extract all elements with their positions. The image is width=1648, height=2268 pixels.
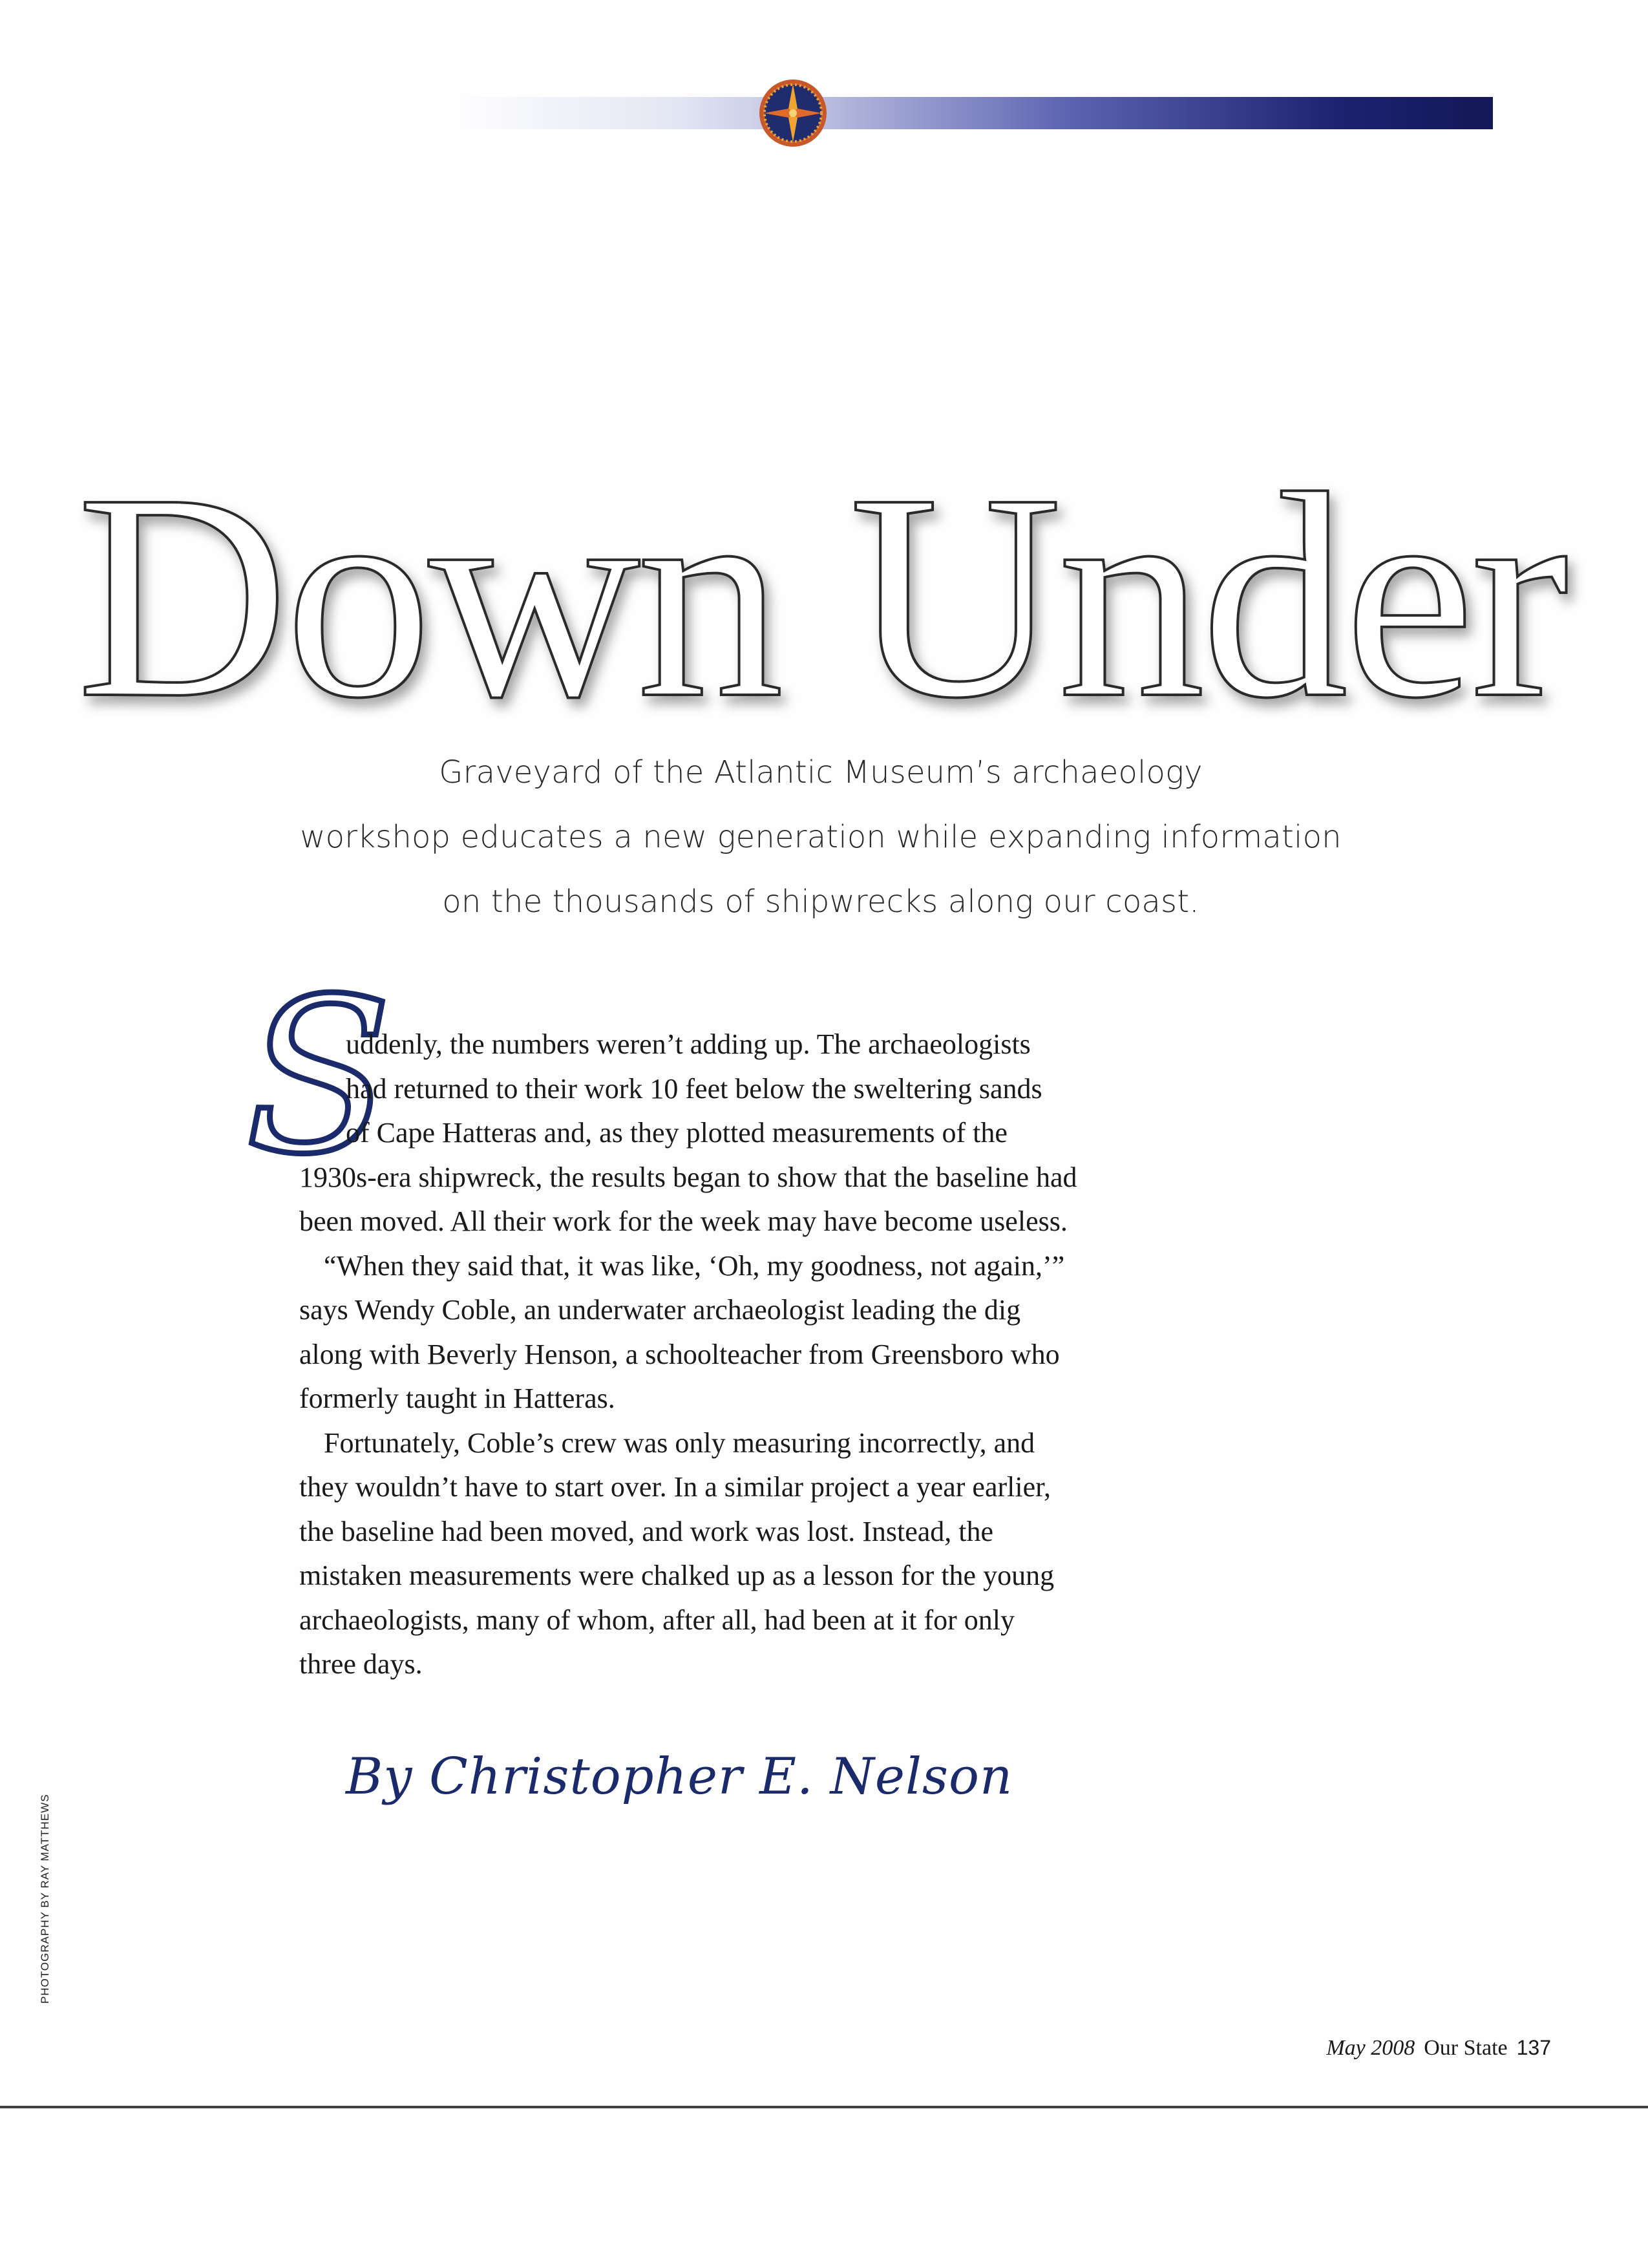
- page-trim-line: [0, 2106, 1648, 2108]
- article-line: formerly taught in Hatteras.: [299, 1383, 615, 1414]
- drop-cap-letter: S: [246, 953, 392, 1201]
- folio-publication: Our State: [1424, 2036, 1508, 2060]
- article-line: Fortunately, Coble’s crew was only measuring incorrectly, and: [324, 1426, 1035, 1459]
- deck-line: workshop educates a new generation while expanding information: [300, 819, 1342, 855]
- compass-rose-icon: [757, 78, 829, 149]
- folio-page-number: 137: [1516, 2036, 1551, 2059]
- byline-text: By Christopher E. Nelson: [346, 1748, 1013, 1806]
- article-line: three days.: [299, 1648, 423, 1680]
- article-body: [299, 1023, 1299, 1687]
- folio-month: May 2008: [1326, 2036, 1415, 2060]
- article-line: they wouldn’t have to start over. In a similar project a year earlier,: [299, 1471, 1051, 1503]
- article-line: 1930s-era shipwreck, the results began to show that the baseline had: [299, 1161, 1077, 1193]
- deck-line: Graveyard of the Atlantic Museum’s archaeology: [439, 754, 1203, 790]
- byline: [339, 1732, 1013, 1823]
- photo-credit-text: PHOTOGRAPHY BY RAY MATTHEWS: [39, 1794, 51, 2004]
- deck-line: on the thousands of shipwrecks along our coast.: [442, 884, 1199, 920]
- page-folio: [1260, 2036, 1551, 2068]
- deck-subtitle: [246, 740, 1396, 934]
- article-line: mistaken measurements were chalked up as a lesson for the young: [299, 1560, 1055, 1591]
- article-line: “When they said that, it was like, ‘Oh, my goodness, not again,’”: [324, 1249, 1065, 1282]
- article-line: of Cape Hatteras and, as they plotted measurements of the: [346, 1117, 1008, 1149]
- article-line: uddenly, the numbers weren’t adding up. The archaeologists: [346, 1028, 1031, 1060]
- headline: [76, 414, 1565, 759]
- headline-text: Down Under: [76, 434, 1565, 759]
- article-line: had returned to their work 10 feet below the sweltering sands: [346, 1072, 1042, 1105]
- article-line: along with Beverly Henson, a schoolteacher from Greensboro who: [299, 1338, 1060, 1370]
- article-line: archaeologists, many of whom, after all, had been at it for only: [299, 1604, 1015, 1636]
- header-gradient-bar: [446, 97, 1493, 129]
- photo-credit: [39, 1745, 65, 2004]
- article-line: the baseline had been moved, and work was lost. Instead, the: [299, 1515, 994, 1547]
- article-line: been moved. All their work for the week may have become useless.: [299, 1205, 1068, 1237]
- article-line: says Wendy Coble, an underwater archaeologist leading the dig: [299, 1294, 1021, 1326]
